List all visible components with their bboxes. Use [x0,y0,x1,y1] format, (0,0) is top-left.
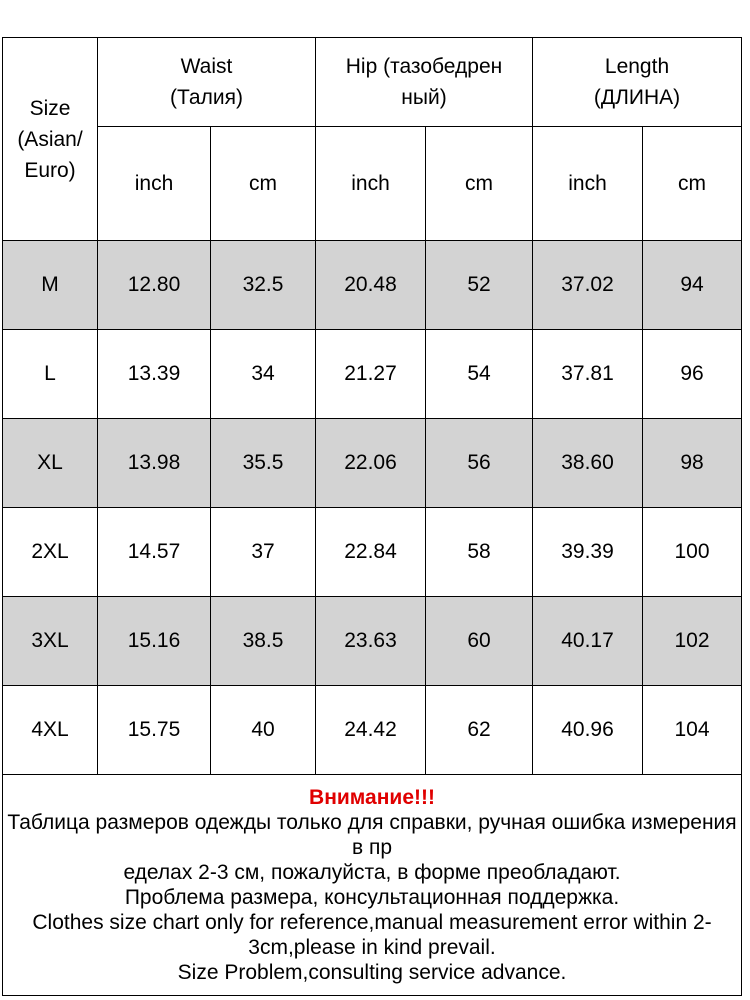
size-cell: 3XL [3,597,98,686]
table-row [3,419,742,508]
size-header [3,38,98,241]
hip-cm-cell: 54 [426,330,533,419]
waist-inch-cell: 13.98 [98,419,211,508]
length-inch-cell: 39.39 [533,508,643,597]
waist-inch-cell: 13.39 [98,330,211,419]
hip-cm-cell: 60 [426,597,533,686]
length-inch-cell: 40.96 [533,686,643,775]
note-line: Clothes size chart only for reference,manual measurement error within 2- [32,911,712,934]
header-group-row [3,38,742,127]
hip-inch-cell: 24.42 [316,686,426,775]
hip-header-label: Hip (тазобедрен ный) [345,55,503,109]
waist-cm-cell: 38.5 [211,597,316,686]
hip-inch-cell: 20.48 [316,241,426,330]
note-line: Проблема размера, консультационная поддержка. [124,886,620,909]
length-cm-cell: 104 [643,686,742,775]
waist-cm-cell: 34 [211,330,316,419]
waist-cm-cell: 35.5 [211,419,316,508]
hip-inch-cell: 22.06 [316,419,426,508]
hip-cm-cell: 52 [426,241,533,330]
table-row [3,330,742,419]
unit-header-length-inch: inch [533,127,643,241]
length-cm-cell: 100 [643,508,742,597]
waist-header-label: Waist (Талия) [170,55,243,109]
header-unit-row [3,127,742,241]
length-cm-cell: 94 [643,241,742,330]
hip-cm-cell: 62 [426,686,533,775]
table-row [3,686,742,775]
waist-cm-cell: 40 [211,686,316,775]
length-header [533,38,742,127]
length-cm-cell: 102 [643,597,742,686]
note-title: Внимание!!! [309,786,435,809]
size-chart-table [2,37,742,996]
length-header-label: Length (ДЛИНА) [593,55,681,109]
unit-header-waist-cm: cm [211,127,316,241]
length-inch-cell: 38.60 [533,419,643,508]
length-inch-cell: 40.17 [533,597,643,686]
size-header-label: Size (Asian/ Euro) [17,96,83,182]
hip-inch-cell: 21.27 [316,330,426,419]
hip-cm-cell: 58 [426,508,533,597]
table-row [3,597,742,686]
length-inch-cell: 37.02 [533,241,643,330]
length-inch-cell: 37.81 [533,330,643,419]
unit-header-length-cm: cm [643,127,742,241]
unit-header-waist-inch: inch [98,127,211,241]
waist-inch-cell: 14.57 [98,508,211,597]
note-row [3,775,742,996]
hip-header [316,38,533,127]
note-cell [3,775,742,996]
unit-header-hip-inch: inch [316,127,426,241]
size-cell: L [3,330,98,419]
waist-cm-cell: 32.5 [211,241,316,330]
waist-inch-cell: 15.16 [98,597,211,686]
hip-inch-cell: 22.84 [316,508,426,597]
length-cm-cell: 98 [643,419,742,508]
note-line: еделах 2-3 см, пожалуйста, в форме преобладают. [123,861,621,884]
waist-inch-cell: 12.80 [98,241,211,330]
note-line: Таблица размеров одежды только для справки, ручная ошибка измерения в пр [7,811,737,859]
length-cm-cell: 96 [643,330,742,419]
hip-inch-cell: 23.63 [316,597,426,686]
table-row [3,241,742,330]
size-cell: 4XL [3,686,98,775]
hip-cm-cell: 56 [426,419,533,508]
size-cell: 2XL [3,508,98,597]
note-line: 3cm,please in kind prevail. [248,936,496,959]
size-cell: M [3,241,98,330]
size-cell: XL [3,419,98,508]
waist-cm-cell: 37 [211,508,316,597]
table-row [3,508,742,597]
unit-header-hip-cm: cm [426,127,533,241]
note-line: Size Problem,consulting service advance. [177,961,567,984]
waist-inch-cell: 15.75 [98,686,211,775]
waist-header [98,38,316,127]
